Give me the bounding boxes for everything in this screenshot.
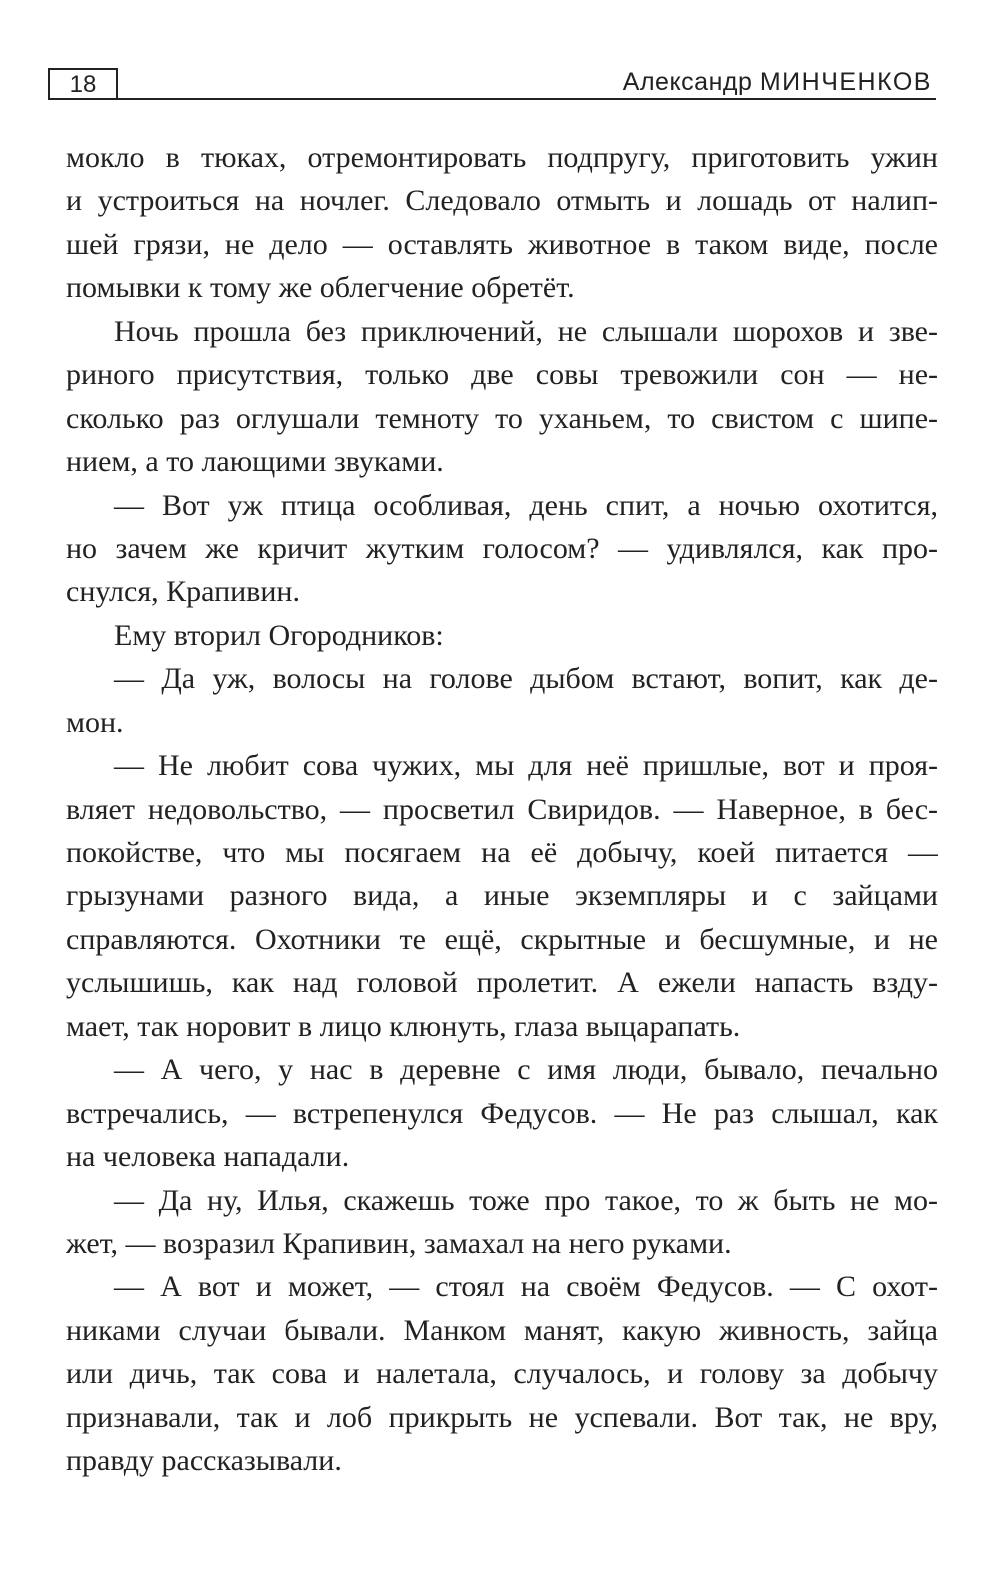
- text-line: жет, — возразил Крапивин, замахал на него руками.: [66, 1226, 732, 1260]
- text-line: снулся, Крапивин.: [66, 575, 300, 609]
- text-line: или дичь, так сова и налетала, случалось, и голову за добычу: [66, 1357, 938, 1391]
- text-line: Ему вторил Огородников:: [114, 618, 444, 652]
- text-line: помывки к тому же облегчение обретёт.: [66, 271, 575, 305]
- text-line: нием, а то лающими звуками.: [66, 445, 444, 479]
- text-line: Ночь прошла без приключений, не слышали шорохов и зве-: [114, 314, 938, 348]
- text-line: встречались, — встрепенулся Федусов. — Не раз слышал, как: [66, 1096, 938, 1130]
- text-line: и устроиться на ночлег. Следовало отмыть и лошадь от налип-: [66, 184, 938, 218]
- text-line: — А чего, у нас в деревне с имя люди, бывало, печально: [114, 1053, 938, 1087]
- text-line: — Да уж, волосы на голове дыбом встают, вопит, как де-: [114, 662, 938, 696]
- text-line: но зачем же кричит жутким голосом? — удивлялся, как про-: [66, 531, 938, 565]
- text-line: — А вот и может, — стоял на своём Федусов. — С охот-: [114, 1270, 938, 1304]
- body-text: [66, 136, 938, 1483]
- text-line: признавали, так и лоб прикрыть не успевали. Вот так, не вру,: [66, 1400, 938, 1434]
- text-line: сколько раз оглушали темноту то уханьем, то свистом с шипе-: [66, 401, 938, 435]
- text-line: риного присутствия, только две совы тревожили сон — не-: [66, 358, 938, 392]
- text-line: услышишь, как над головой пролетит. А ежели напасть взду-: [66, 966, 938, 1000]
- text-line: мокло в тюках, отремонтировать подпругу, приготовить ужин: [66, 141, 938, 174]
- text-line: мон.: [66, 705, 124, 739]
- text-line: шей грязи, не дело — оставлять животное в таком виде, после: [66, 227, 938, 261]
- text-line: справляются. Охотники те ещё, скрытные и бесшумные, и не: [66, 922, 938, 956]
- text-line: покойстве, что мы посягаем на её добычу, коей питается —: [66, 836, 938, 869]
- text-line: — Да ну, Илья, скажешь тоже про такое, то ж быть не мо-: [114, 1183, 938, 1217]
- page-header: [48, 68, 936, 104]
- text-line: грызунами разного вида, а иные экземпляры и с зайцами: [66, 879, 938, 913]
- text-line: вляет недовольство, — просветил Свиридов. — Наверное, в бес-: [66, 792, 938, 826]
- author-last-name: МИНЧЕНКОВ: [759, 68, 932, 96]
- header-rule: [118, 98, 936, 100]
- page-number: 18: [48, 68, 118, 100]
- text-line: — Вот уж птица особливая, день спит, а ночью охотится,: [114, 488, 938, 522]
- text-line: правду рассказывали.: [66, 1444, 342, 1478]
- text-line: никами случаи бывали. Манком манят, какую живность, зайца: [66, 1313, 938, 1347]
- text-line: на человека нападали.: [66, 1140, 350, 1174]
- text-line: мает, так норовит в лицо клюнуть, глаза выцарапать.: [66, 1009, 741, 1043]
- author-first-name: Александр: [622, 68, 753, 96]
- running-head: [623, 68, 932, 96]
- text-line: — Не любит сова чужих, мы для неё пришлые, вот и проя-: [114, 749, 938, 783]
